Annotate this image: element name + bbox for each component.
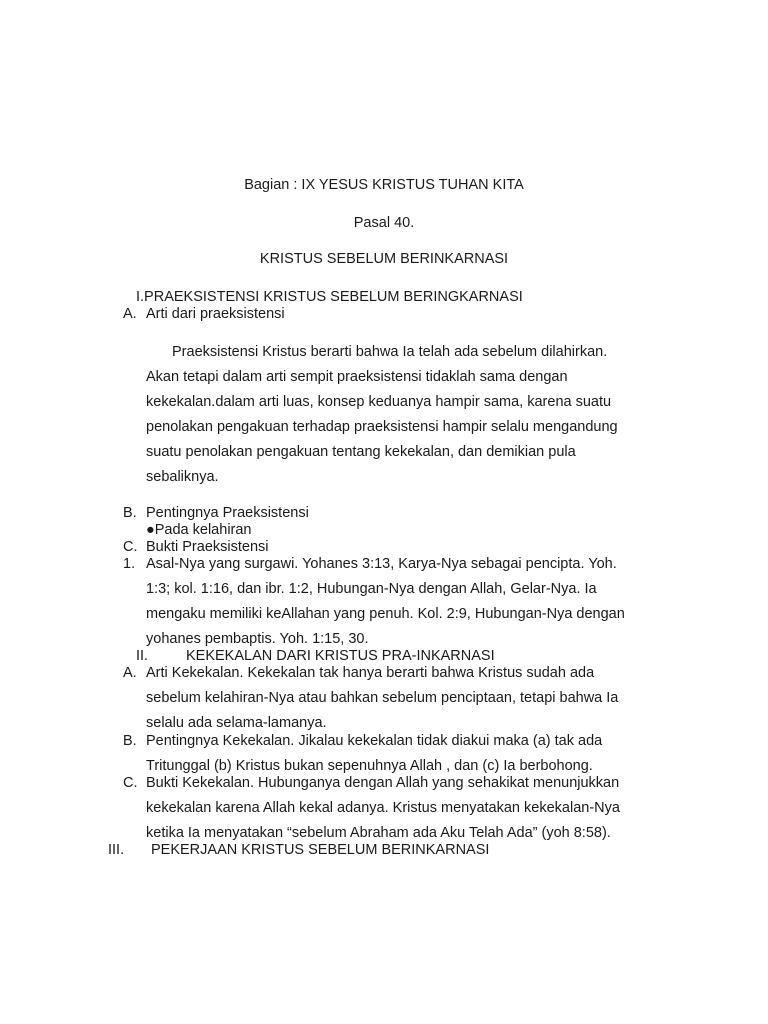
paragraph-line-3: kekekalan.dalam arti luas, konsep keduanya hampir sama, karena suatu — [146, 394, 612, 410]
section-1-a-label: Arti dari praeksistensi — [146, 306, 285, 322]
section-2-b-line-1: Pentingnya Kekekalan. Jikalau kekekalan tidak diakui maka (a) tak ada — [146, 733, 603, 749]
paragraph-line-2: Akan tetapi dalam arti sempit praeksistensi tidaklah sama dengan — [146, 369, 568, 385]
numbered-item-1-marker: 1. — [123, 556, 136, 572]
section-3-heading: PEKERJAAN KRISTUS SEBELUM BERINKARNASI — [151, 842, 490, 858]
section-1-a-marker: A. — [123, 306, 137, 322]
section-2-c-line-1: Bukti Kekekalan. Hubunganya dengan Allah yang sehakikat menunjukkan — [146, 775, 620, 791]
section-1-b-label: Pentingnya Praeksistensi — [146, 505, 309, 521]
section-1-heading: I.PRAEKSISTENSI KRISTUS SEBELUM BERINGKARNASI — [136, 289, 523, 305]
section-2-a-line-1: Arti Kekekalan. Kekekalan tak hanya berarti bahwa Kristus sudah ada — [146, 665, 595, 681]
section-2-c-line-2: kekekalan karena Allah kekal adanya. Kristus menyatakan kekekalan-Nya — [146, 800, 620, 816]
section-2-b-line-2: Tritunggal (b) Kristus bukan sepenuhnya Allah , dan (c) Ia berbohong. — [146, 758, 593, 774]
section-2-c-marker: C. — [123, 775, 138, 791]
section-2-heading: KEKEKALAN DARI KRISTUS PRA-INKARNASI — [186, 648, 495, 664]
paragraph-line-6: sebaliknya. — [146, 469, 219, 485]
section-2-a-line-3: selalu ada selama-lamanya. — [146, 715, 327, 731]
section-2-a-marker: A. — [123, 665, 137, 681]
section-1-c-marker: C. — [123, 539, 138, 555]
paragraph-line-4: penolakan pengakuan terhadap praeksistensi hampir selalu mengandung — [146, 419, 618, 435]
section-1-b-marker: B. — [123, 505, 137, 521]
paragraph-line-1: Praeksistensi Kristus berarti bahwa Ia telah ada sebelum dilahirkan. — [172, 344, 608, 360]
bagian-heading: Bagian : IX YESUS KRISTUS TUHAN KITA — [244, 177, 524, 193]
chapter-title: KRISTUS SEBELUM BERINKARNASI — [259, 251, 509, 267]
numbered-item-1-line-2: 1:3; kol. 1:16, dan ibr. 1:2, Hubungan-Nya dengan Allah, Gelar-Nya. Ia — [146, 581, 597, 597]
section-3-marker: III. — [108, 842, 125, 858]
numbered-item-1-line-1: Asal-Nya yang surgawi. Yohanes 3:13, Karya-Nya sebagai pencipta. Yoh. — [146, 556, 617, 572]
numbered-item-1-line-4: yohanes pembaptis. Yoh. 1:15, 30. — [146, 631, 369, 647]
section-2-c-line-3: ketika Ia menyatakan “sebelum Abraham ada Aku Telah Ada” (yoh 8:58). — [146, 825, 611, 841]
paragraph-line-5: suatu penolakan pengakuan tentang kekekalan, dan demikian pula — [146, 444, 576, 460]
section-2-a-line-2: sebelum kelahiran-Nya atau bahkan sebelum penciptaan, tetapi bahwa Ia — [146, 690, 619, 706]
section-1-c-label: Bukti Praeksistensi — [146, 539, 269, 555]
numbered-item-1-line-3: mengaku memiliki keAllahan yang penuh. Kol. 2:9, Hubungan-Nya dengan — [146, 606, 625, 622]
bullet-item: ●Pada kelahiran — [146, 522, 252, 538]
pasal-heading: Pasal 40. — [353, 215, 415, 231]
section-2-b-marker: B. — [123, 733, 137, 749]
section-2-marker: II. — [136, 648, 149, 664]
